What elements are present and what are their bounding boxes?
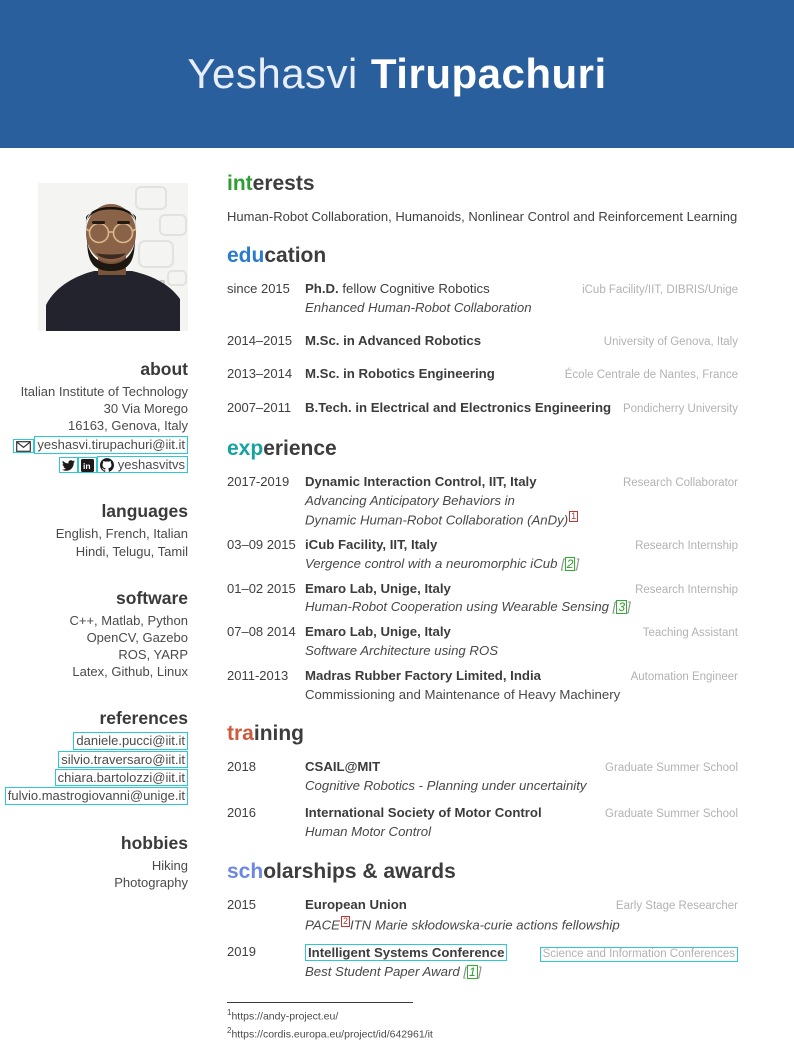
github-handle: yeshasvitvs xyxy=(117,456,185,472)
heading-accent: sch xyxy=(227,859,264,883)
footnote-url[interactable]: https://andy-project.eu/ xyxy=(231,1010,339,1023)
github-icon xyxy=(100,458,114,472)
main-column xyxy=(227,148,738,1043)
references-title: references xyxy=(99,708,188,729)
languages-section xyxy=(0,501,188,559)
awards-heading xyxy=(227,860,738,884)
interests-heading xyxy=(227,172,738,196)
experience-heading xyxy=(227,437,738,461)
profile-photo xyxy=(38,183,188,331)
entry-title: European Union xyxy=(305,896,407,912)
entry-title-link[interactable]: Intelligent Systems Conference xyxy=(305,944,507,962)
awards-section xyxy=(227,860,738,980)
entry-description: Cognitive Robotics - Planning under uncertainity xyxy=(305,778,587,794)
heading-rest: cation xyxy=(264,244,327,267)
languages-line: English, French, Italian xyxy=(55,526,188,542)
training-entry xyxy=(227,759,738,794)
heading-accent: exp xyxy=(227,437,264,461)
experience-section xyxy=(227,437,738,702)
entry-institution xyxy=(540,947,738,963)
entry-description: Software Architecture using ROS xyxy=(305,642,499,658)
linkedin-icon xyxy=(81,459,94,472)
sidebar xyxy=(0,183,188,891)
entry-description: Human-Robot Cooperation using Wearable Sensing [ 3 ] xyxy=(305,599,631,615)
footnotes xyxy=(227,1002,738,1043)
email-link[interactable]: yeshasvi.tirupachuri@iit.it xyxy=(34,436,188,453)
education-entry xyxy=(227,366,738,383)
reference-email-link[interactable]: silvio.traversaro@iit.it xyxy=(58,751,188,768)
reference-email-row xyxy=(0,769,188,786)
reference-email-link[interactable]: daniele.pucci@iit.it xyxy=(73,732,188,749)
languages-line: Hindi, Telugu, Tamil xyxy=(75,543,188,559)
entry-title: Ph.D. fellow Cognitive Robotics xyxy=(305,281,490,296)
award-entry xyxy=(227,897,738,933)
entry-institution: Pondicherry University xyxy=(622,403,738,416)
linkedin-link-box[interactable] xyxy=(78,457,97,473)
entry-institution: Early Stage Researcher xyxy=(615,899,738,912)
education-entry xyxy=(227,400,738,417)
entry-institution: Graduate Summer School xyxy=(605,808,738,821)
entry-title: iCub Facility, IIT, Italy xyxy=(305,536,438,552)
email-row xyxy=(0,436,188,453)
experience-entry xyxy=(227,474,738,528)
education-entry xyxy=(227,281,738,316)
reference-email-row xyxy=(0,732,188,749)
hobbies-line: Photography xyxy=(114,874,188,890)
entry-institution-link[interactable]: Science and Information Conferences xyxy=(540,947,738,963)
entry-title: International Society of Motor Control xyxy=(305,805,542,821)
entry-description: Vergence control with a neuromorphic iCub [ 2 ] xyxy=(305,555,580,571)
entry-title: B.Tech. in Electrical and Electronics Engineering xyxy=(305,400,612,416)
footnote-url[interactable]: https://cordis.europa.eu/project/id/642961/it xyxy=(231,1028,433,1041)
education-section xyxy=(227,244,738,417)
experience-entry xyxy=(227,624,738,659)
software-line: C++, Matlab, Python xyxy=(69,612,188,628)
github-link-box[interactable] xyxy=(97,456,188,474)
entry-institution: École Centrale de Nantes, France xyxy=(564,369,738,382)
heading-rest: ining xyxy=(253,722,305,746)
hobbies-section xyxy=(0,833,188,891)
entry-title: Madras Rubber Factory Limited, India xyxy=(305,667,541,683)
training-section xyxy=(227,722,738,839)
entry-date: 2019 xyxy=(227,943,256,959)
footnote-ref-link[interactable]: 1 xyxy=(571,510,577,521)
entry-description: Best Student Paper Award [ 1 ] xyxy=(305,964,482,980)
entry-description: Commissioning and Maintenance of Heavy Machinery xyxy=(305,686,621,702)
envelope-icon xyxy=(16,441,31,452)
twitter-icon xyxy=(62,459,75,472)
software-line: OpenCV, Gazebo xyxy=(86,629,188,645)
entry-date: 03–09 2015 xyxy=(227,536,296,552)
entry-institution: Teaching Assistant xyxy=(642,627,738,640)
entry-institution: Graduate Summer School xyxy=(605,762,738,775)
person-name xyxy=(187,50,606,98)
entry-description: Human Motor Control xyxy=(305,823,432,839)
entry-description: Advancing Anticipatory Behaviors in xyxy=(305,492,515,508)
heading-accent: tra xyxy=(227,722,254,746)
entry-institution: University of Genova, Italy xyxy=(603,335,738,348)
header-banner xyxy=(0,0,794,148)
reference-email-row xyxy=(0,787,188,804)
twitter-link-box[interactable] xyxy=(59,457,78,473)
entry-title: Dynamic Interaction Control, IIT, Italy xyxy=(305,474,537,490)
entry-date: 07–08 2014 xyxy=(227,624,296,640)
award-entry xyxy=(227,944,738,980)
heading-accent: edu xyxy=(227,244,265,267)
footnote-number: 2 xyxy=(227,1025,232,1035)
experience-entry xyxy=(227,668,738,703)
footnote-rule xyxy=(227,1002,413,1003)
entry-date: 2016 xyxy=(227,805,256,821)
education-heading xyxy=(227,244,738,268)
entry-title: M.Sc. in Robotics Engineering xyxy=(305,366,495,382)
entry-institution: Automation Engineer xyxy=(630,670,738,683)
interests-text: Human-Robot Collaboration, Humanoids, Nonlinear Control and Reinforcement Learning xyxy=(227,209,738,224)
software-line: ROS, YARP xyxy=(118,646,188,662)
last-name: Tirupachuri xyxy=(370,50,607,97)
training-heading xyxy=(227,722,738,746)
social-row xyxy=(0,456,188,474)
address-line: Italian Institute of Technology xyxy=(20,384,188,399)
reference-email-row xyxy=(0,751,188,768)
software-section xyxy=(0,588,188,681)
entry-date: 2014–2015 xyxy=(227,332,293,348)
entry-title: Emaro Lab, Unige, Italy xyxy=(305,624,451,640)
hobbies-title: hobbies xyxy=(120,832,188,853)
footnote-line xyxy=(227,1025,738,1043)
heading-rest: erests xyxy=(252,172,315,195)
software-line: Latex, Github, Linux xyxy=(72,664,188,680)
heading-rest: erience xyxy=(263,437,337,461)
entry-date: since 2015 xyxy=(227,281,290,296)
entry-date: 01–02 2015 xyxy=(227,580,296,596)
citation-ref-link[interactable]: 2 xyxy=(566,556,574,571)
references-section xyxy=(0,708,188,804)
reference-email-link[interactable]: fulvio.mastrogiovanni@unige.it xyxy=(5,787,188,804)
education-entry xyxy=(227,333,738,350)
entry-description: PACE 2 ITN Marie skłodowska-curie actions fellowship xyxy=(305,915,620,932)
entry-date: 2015 xyxy=(227,896,256,912)
heading-accent: int xyxy=(227,172,253,195)
entry-date: 2013–2014 xyxy=(227,366,293,382)
email-link-icon-box[interactable] xyxy=(13,439,34,453)
software-title: software xyxy=(116,587,188,608)
footnote-ref-link[interactable]: 2 xyxy=(342,915,348,926)
first-name: Yeshasvi xyxy=(187,50,358,97)
entry-institution: Research Collaborator xyxy=(622,477,738,490)
entry-date: 2011-2013 xyxy=(227,667,289,683)
entry-date: 2017-2019 xyxy=(227,474,290,490)
about-section xyxy=(0,359,188,473)
reference-email-link[interactable]: chiara.bartolozzi@iit.it xyxy=(55,769,188,786)
entry-date: 2007–2011 xyxy=(227,400,292,416)
entry-subtitle: Enhanced Human-Robot Collaboration xyxy=(305,299,532,315)
entry-title: M.Sc. in Advanced Robotics xyxy=(305,332,482,348)
entry-institution: Research Internship xyxy=(635,539,738,552)
experience-entry xyxy=(227,581,738,616)
entry-institution: Research Internship xyxy=(635,583,738,596)
citation-ref-link[interactable]: 1 xyxy=(469,965,476,980)
languages-title: languages xyxy=(101,501,188,522)
hobbies-line: Hiking xyxy=(151,857,188,873)
entry-institution: iCub Facility/IIT, DIBRIS/Unige xyxy=(582,284,738,296)
entry-title: Emaro Lab, Unige, Italy xyxy=(305,580,451,596)
svg-text:in: in xyxy=(83,461,91,472)
footnote-number: 1 xyxy=(227,1008,232,1018)
about-title: about xyxy=(140,359,188,379)
entry-date: 2018 xyxy=(227,759,256,775)
address-line: 30 Via Morego xyxy=(103,401,188,417)
experience-entry xyxy=(227,537,738,572)
footnote-line xyxy=(227,1007,738,1025)
entry-title: CSAIL@MIT xyxy=(305,759,381,775)
heading-rest: olarships & awards xyxy=(263,859,456,883)
entry-description: Dynamic Human-Robot Collaboration (AnDy) 1 xyxy=(305,510,577,528)
citation-ref-link[interactable]: 3 xyxy=(618,600,626,615)
training-entry xyxy=(227,805,738,840)
address-line: 16163, Genova, Italy xyxy=(68,418,188,434)
